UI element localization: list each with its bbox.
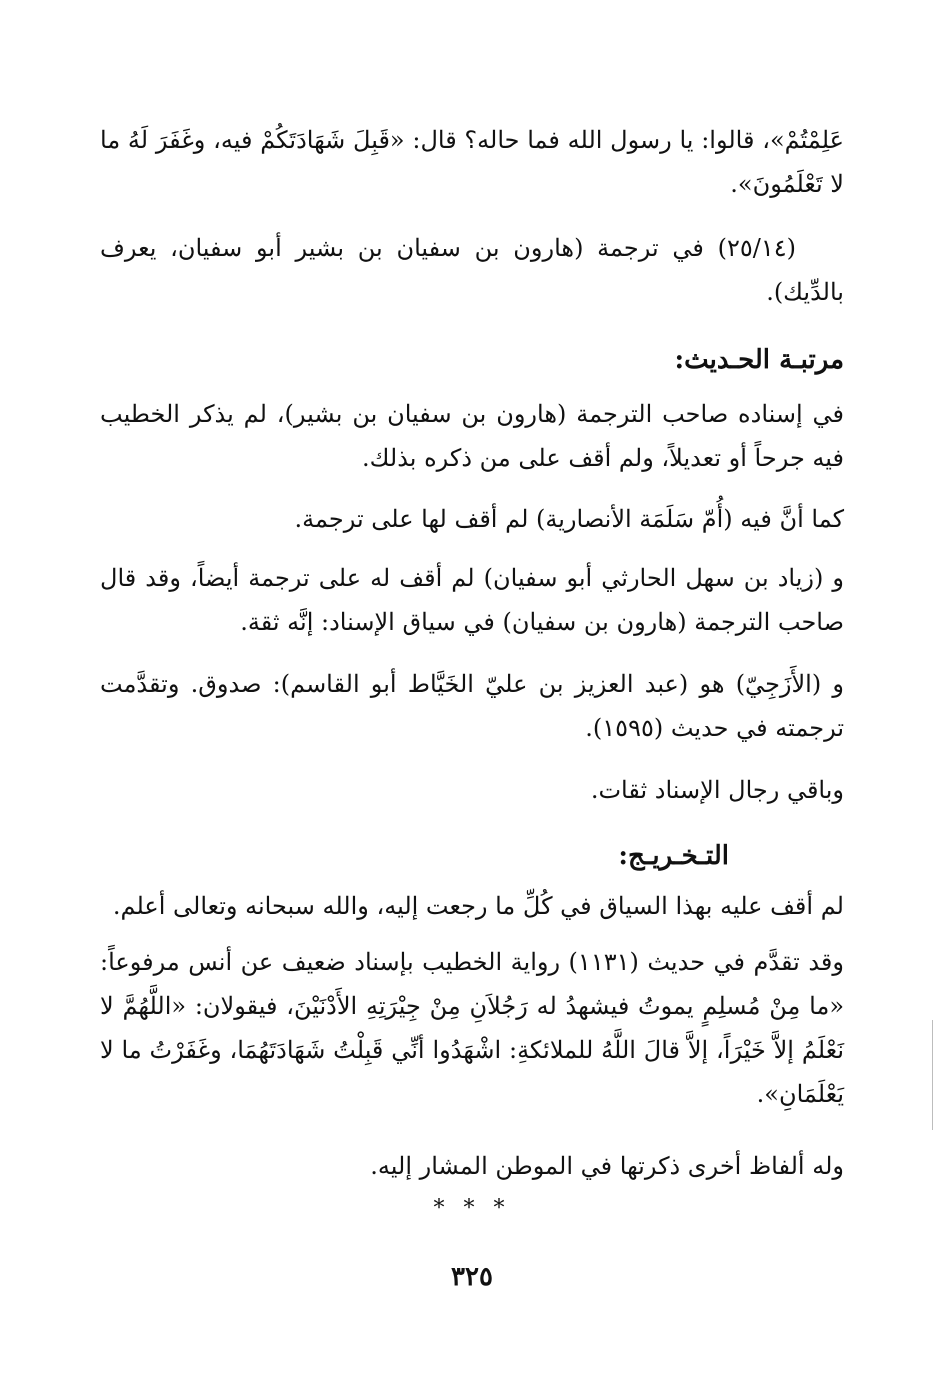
paragraph-previous-hadith: وقد تقدَّم في حديث (١١٣١) رواية الخطيب بإسناد ضعيف عن أنس مرفوعاً: «ما مِنْ مُسلِمٍ يموتُ فيشهدُ له رَجُلاَنِ مِنْ جِيْرَتِهِ الأَدْنَيْنَ، فيقولان: «اللَّهُمَّ لا نَعْلَمُ إلاَّ خَيْرَاً، إلاَّ قالَ اللَّهُ للملائكةِ: اشْهَدُوا أنِّي قَبِلْتُ شَهَادَتَهُمَا، وغَفَرْتُ ما لا يَعْلَمَانِ». bbox=[100, 948, 844, 1108]
paragraph-al-azaji: و (الأَزَجِيّ) هو (عبد العزيز بن عليّ الخَيَّاط أبو القاسم): صدوق. وتقدَّمت ترجمته في حديث (١٥٩٥). bbox=[100, 670, 845, 742]
margin-line bbox=[932, 1020, 933, 1130]
section-separator: * * * bbox=[433, 1196, 511, 1221]
paragraph-not-found: لم أقف عليه بهذا السياق في كُلِّ ما رجعت إليه، والله سبحانه وتعالى أعلم. bbox=[112, 892, 844, 920]
paragraph-ziyad-ibn-sahl: و (زياد بن سهل الحارثي أبو سفيان) لم أقف له على ترجمة أيضاً، وقد قال صاحب الترجمة (هارون بن سفيان) في سياق الإسناد: إنَّه ثقة. bbox=[100, 564, 844, 636]
paragraph-umm-salama: كما أنَّ فيه (أُمّ سَلَمَة الأنصارية) لم أقف لها على ترجمة. bbox=[294, 505, 844, 533]
heading-hadith-status: مرتبـة الحـديث: bbox=[674, 345, 844, 375]
page-number: ٣٢٥ bbox=[451, 1262, 493, 1292]
heading-takhrij: التـخـريـج: bbox=[618, 841, 729, 871]
paragraph-other-wordings: وله ألفاظ أخرى ذكرتها في الموطن المشار إليه. bbox=[370, 1152, 844, 1180]
paragraph-narrator-main: في إسناده صاحب الترجمة (هارون بن سفيان بن بشير)، لم يذكر الخطيب فيه جرحاً أو تعديلاً، ولم أقف على من ذكره بذلك. bbox=[100, 400, 844, 472]
paragraph-hadith-end: عَلِمْتُمْ»، قالوا: يا رسول الله فما حاله؟ قال: «قَبِلَ شَهَادَتَكُمْ فيه، وغَفَرَ لَهُ ما لا تَعْلَمُونَ». bbox=[100, 126, 844, 198]
paragraph-remaining-narrators: وباقي رجال الإسناد ثقات. bbox=[590, 776, 844, 804]
paragraph-translation-reference: (٢٥/١٤) في ترجمة (هارون بن سفيان بن بشير أبو سفيان، يعرف بالدِّيك). bbox=[100, 234, 844, 306]
